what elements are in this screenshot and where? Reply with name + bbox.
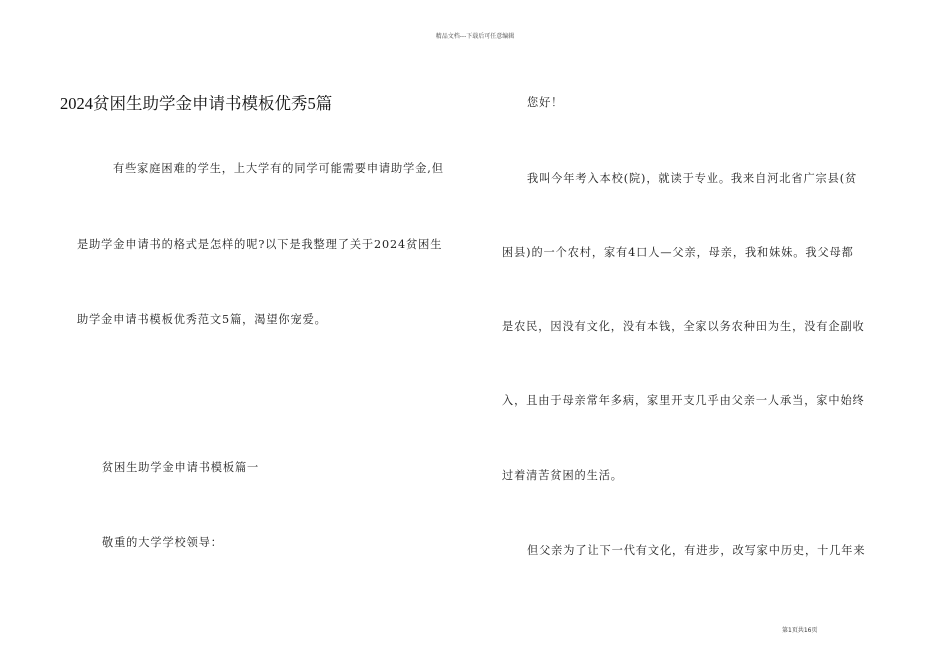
section-heading: 贫困生助学金申请书模板篇一 — [102, 461, 260, 474]
page-number: 第1页共16页 — [782, 627, 818, 634]
right-paragraph-line: 入，且由于母亲常年多病，家里开支几乎由父亲一人承当，家中始终 — [502, 394, 865, 407]
right-paragraph-line: 但父亲为了让下一代有文化，有进步，改写家中历史，十几年来 — [527, 544, 866, 557]
document-title: 2024贫困生助学金申请书模板优秀5篇 — [60, 94, 333, 113]
salutation: 敬重的大学学校领导： — [102, 536, 223, 549]
left-paragraph-line: 助学金申请书模板优秀范文5篇，渴望你宠爱。 — [77, 313, 327, 326]
right-paragraph-line: 我叫今年考入本校(院)，就读于专业。我来自河北省广宗县(贫 — [527, 172, 858, 185]
right-paragraph-line: 是农民，因没有文化，没有本钱，全家以务农种田为生，没有企副收 — [502, 320, 865, 333]
left-paragraph-line: 是助学金申请书的格式是怎样的呢?以下是我整理了关于2024贫困生 — [77, 238, 443, 251]
greeting: 您好！ — [527, 96, 564, 109]
left-paragraph-line: 有些家庭困难的学生，上大学有的同学可能需要申请助学金,但 — [113, 162, 444, 175]
right-paragraph-line: 困县)的一个农村，家有4口人—父亲，母亲，我和妹妹。我父母都 — [502, 246, 854, 259]
header-note: 精品文档---下载后可任意编辑 — [435, 33, 515, 40]
right-paragraph-line: 过着清苦贫困的生活。 — [502, 469, 623, 482]
